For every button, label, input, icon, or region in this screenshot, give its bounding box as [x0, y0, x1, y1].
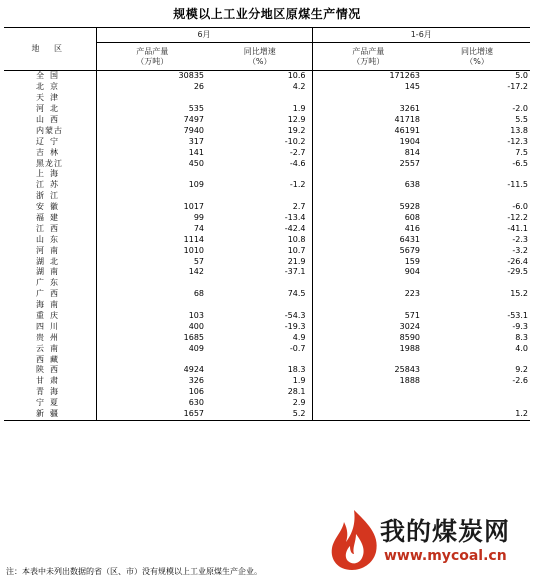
table-row	[4, 278, 530, 289]
region-cell: 山东	[36, 234, 64, 244]
cumulative-output-cell: 1888	[312, 376, 424, 387]
table-body	[4, 71, 530, 421]
region-cell: 上海	[36, 169, 64, 179]
month-output-cell: 1685	[96, 332, 208, 343]
region-cell: 湖北	[36, 256, 64, 266]
month-growth-cell: 18.3	[287, 365, 306, 375]
cumulative-growth-cell	[424, 278, 530, 289]
region-cell: 山西	[36, 115, 64, 124]
cumulative-output-cell: 571	[312, 311, 424, 322]
cumulative-output-cell: 25843	[312, 365, 424, 376]
table-row	[4, 169, 530, 180]
month-growth-cell: -54.3	[284, 311, 306, 321]
month-growth-cell: 2.7	[292, 202, 306, 212]
month-output-cell: 99	[96, 213, 208, 224]
month-growth-cell	[208, 354, 312, 365]
table-row	[4, 321, 530, 332]
table-row	[4, 234, 530, 245]
month-growth-cell	[208, 191, 312, 202]
cumulative-output-cell	[312, 409, 424, 420]
month-output-cell	[96, 354, 208, 365]
cumulative-growth-cell: -12.2	[507, 213, 529, 223]
month-output-cell	[96, 93, 208, 104]
watermark-text: 我的煤炭网	[380, 517, 511, 546]
cumulative-growth-cell: 13.8	[510, 125, 529, 135]
cumulative-output-cell: 904	[312, 267, 424, 278]
month-growth-cell: 1.9	[292, 104, 306, 114]
month-header: 6月	[96, 28, 312, 43]
table-row	[4, 213, 530, 224]
table-row	[4, 158, 530, 169]
cumulative-growth-cell: -29.5	[507, 267, 529, 277]
output-unit: （万吨）	[352, 56, 385, 66]
table-row	[4, 332, 530, 343]
month-output-cell: 535	[96, 104, 208, 115]
month-growth-cell: 10.8	[287, 234, 306, 244]
table-row	[4, 289, 530, 300]
cumulative-output-cell: 223	[312, 289, 424, 300]
cumulative-output-cell: 46191	[312, 125, 424, 136]
cumulative-growth-cell	[424, 398, 530, 409]
cumulative-growth-cell: -53.1	[507, 311, 529, 321]
cumulative-output-cell: 159	[312, 256, 424, 267]
month-output-cell: 1114	[96, 234, 208, 245]
cumulative-header: 1-6月	[312, 28, 530, 43]
month-output-cell: 630	[96, 398, 208, 409]
cumulative-growth-header	[424, 43, 530, 71]
watermark-logo	[326, 508, 532, 572]
watermark-url: www.mycoal.cn	[384, 548, 507, 564]
cumulative-output-cell: 171263	[312, 71, 424, 82]
cumulative-output-cell: 638	[312, 180, 424, 191]
region-cell: 安徽	[36, 202, 64, 212]
region-cell: 海南	[36, 300, 64, 310]
output-label: 产品产量	[352, 46, 385, 56]
cumulative-output-cell	[312, 387, 424, 398]
cumulative-output-cell	[312, 93, 424, 104]
cumulative-growth-cell: -6.5	[512, 158, 529, 168]
table-row	[4, 147, 530, 158]
cumulative-output-cell: 814	[312, 147, 424, 158]
cumulative-output-cell	[312, 398, 424, 409]
cumulative-growth-cell: -6.0	[512, 202, 529, 212]
table-row	[4, 365, 530, 376]
month-growth-cell: -0.7	[289, 343, 306, 353]
output-label: 产品产量	[136, 46, 169, 56]
month-output-cell	[96, 300, 208, 311]
cumulative-output-cell	[312, 278, 424, 289]
cumulative-output-cell	[312, 191, 424, 202]
month-output-cell: 1017	[96, 202, 208, 213]
region-cell: 黑龙江	[36, 158, 63, 168]
region-cell: 湖南	[36, 267, 64, 277]
table-row	[4, 104, 530, 115]
table-row	[4, 343, 530, 354]
cumulative-growth-cell: 5.5	[515, 115, 529, 124]
cumulative-output-cell	[312, 169, 424, 180]
region-cell: 四川	[36, 321, 64, 331]
region-cell: 新疆	[36, 409, 64, 419]
region-cell: 天津	[36, 93, 64, 103]
region-cell: 重庆	[36, 311, 64, 321]
region-cell: 青海	[36, 387, 64, 397]
growth-unit: （%）	[465, 56, 489, 66]
table-row	[4, 376, 530, 387]
month-growth-cell: 4.9	[292, 332, 306, 342]
cumulative-output-cell: 608	[312, 213, 424, 224]
cumulative-growth-cell: -41.1	[507, 223, 529, 233]
month-output-cell	[96, 191, 208, 202]
cumulative-output-header	[312, 43, 424, 71]
month-output-cell: 1657	[96, 409, 208, 420]
region-cell: 江苏	[36, 180, 64, 190]
table-row	[4, 256, 530, 267]
month-output-cell: 326	[96, 376, 208, 387]
month-output-cell: 409	[96, 343, 208, 354]
month-growth-cell: 2.9	[292, 398, 306, 408]
month-growth-cell: 12.9	[287, 115, 306, 124]
month-output-cell: 109	[96, 180, 208, 191]
table-row	[4, 300, 530, 311]
region-cell: 宁夏	[36, 398, 64, 408]
cumulative-growth-cell	[424, 300, 530, 311]
table-row	[4, 191, 530, 202]
region-cell: 江西	[36, 223, 64, 233]
cumulative-growth-cell: -2.0	[512, 104, 529, 114]
cumulative-output-cell: 5679	[312, 245, 424, 256]
table-row	[4, 267, 530, 278]
table-row	[4, 71, 530, 82]
table-row	[4, 409, 530, 420]
month-growth-cell	[208, 278, 312, 289]
region-cell: 吉林	[36, 147, 64, 157]
table-row	[4, 387, 530, 398]
growth-label: 同比增速	[461, 46, 493, 56]
month-growth-cell: -19.3	[284, 321, 306, 331]
month-output-cell: 317	[96, 136, 208, 147]
cumulative-output-cell: 145	[312, 82, 424, 93]
cumulative-output-cell: 41718	[312, 115, 424, 126]
region-cell: 广西	[36, 289, 64, 299]
cumulative-output-cell: 1988	[312, 343, 424, 354]
month-growth-cell: -13.4	[284, 213, 306, 223]
cumulative-output-cell: 416	[312, 223, 424, 234]
month-growth-cell	[208, 169, 312, 180]
month-output-cell: 4924	[96, 365, 208, 376]
region-header: 地 区	[4, 28, 96, 71]
cumulative-output-cell	[312, 300, 424, 311]
month-growth-cell: 5.2	[292, 409, 306, 419]
table-row	[4, 311, 530, 322]
table-row	[4, 180, 530, 191]
growth-label: 同比增速	[243, 46, 276, 56]
table-row	[4, 136, 530, 147]
month-growth-cell: 1.9	[292, 376, 306, 386]
cumulative-growth-cell: -11.5	[507, 180, 529, 190]
month-output-cell: 57	[96, 256, 208, 267]
region-cell: 西藏	[36, 354, 64, 364]
region-cell: 贵州	[36, 332, 64, 342]
month-output-cell: 142	[96, 267, 208, 278]
region-cell: 陕西	[36, 365, 64, 375]
cumulative-growth-cell: -2.3	[512, 234, 529, 244]
month-growth-cell: 10.7	[287, 245, 306, 255]
coal-production-table	[4, 27, 530, 421]
cumulative-growth-cell: -9.3	[512, 321, 529, 331]
month-output-cell: 74	[96, 223, 208, 234]
cumulative-growth-cell: 8.3	[515, 332, 529, 342]
region-cell: 北京	[36, 82, 64, 92]
region-cell: 浙江	[36, 191, 64, 201]
table-title: 规模以上工业分地区原煤生产情况	[173, 7, 361, 21]
month-growth-cell	[208, 93, 312, 104]
month-output-header	[96, 43, 208, 71]
month-output-cell: 450	[96, 158, 208, 169]
month-growth-cell: 4.2	[292, 82, 306, 92]
cumulative-growth-cell: -3.2	[512, 245, 529, 255]
month-growth-cell: 19.2	[287, 125, 306, 135]
region-cell: 辽宁	[36, 136, 64, 146]
month-output-cell: 1010	[96, 245, 208, 256]
cumulative-growth-cell: 15.2	[510, 289, 529, 299]
cumulative-growth-cell: -17.2	[507, 82, 529, 92]
region-cell: 内蒙古	[36, 125, 63, 135]
month-growth-cell: -2.7	[289, 147, 306, 157]
cumulative-growth-cell: -26.4	[507, 256, 529, 266]
month-growth-cell: -4.6	[289, 158, 306, 168]
cumulative-output-cell: 8590	[312, 332, 424, 343]
cumulative-output-cell: 3261	[312, 104, 424, 115]
cumulative-output-cell: 6431	[312, 234, 424, 245]
cumulative-growth-cell: 1.2	[515, 409, 529, 419]
cumulative-growth-cell: 5.0	[515, 71, 529, 81]
region-cell: 河北	[36, 104, 64, 114]
region-cell: 云南	[36, 343, 64, 353]
cumulative-growth-cell	[424, 169, 530, 180]
month-output-cell: 141	[96, 147, 208, 158]
cumulative-growth-cell	[424, 191, 530, 202]
region-cell: 福建	[36, 213, 64, 223]
cumulative-growth-cell: 7.5	[515, 147, 529, 157]
cumulative-output-cell: 1904	[312, 136, 424, 147]
month-output-cell: 7940	[96, 125, 208, 136]
table-row	[4, 223, 530, 234]
month-output-cell: 400	[96, 321, 208, 332]
table-row	[4, 398, 530, 409]
month-growth-cell: 21.9	[287, 256, 306, 266]
cumulative-growth-cell	[424, 93, 530, 104]
cumulative-output-cell: 3024	[312, 321, 424, 332]
region-cell: 全国	[36, 71, 64, 81]
flame-icon	[326, 508, 384, 572]
month-growth-cell: -1.2	[289, 180, 306, 190]
month-growth-cell: -42.4	[284, 223, 306, 233]
table-row	[4, 354, 530, 365]
table-row	[4, 202, 530, 213]
cumulative-output-cell: 2557	[312, 158, 424, 169]
month-growth-header	[208, 43, 312, 71]
month-output-cell: 30835	[96, 71, 208, 82]
cumulative-output-cell: 5928	[312, 202, 424, 213]
output-unit: （万吨）	[136, 56, 169, 66]
month-output-cell: 26	[96, 82, 208, 93]
cumulative-growth-cell	[424, 354, 530, 365]
footnote: 注：本表中未列出数据的省（区、市）没有规模以上工业原煤生产企业。	[6, 567, 262, 576]
cumulative-growth-cell: 4.0	[515, 343, 529, 353]
table-row	[4, 82, 530, 93]
cumulative-growth-cell: -12.3	[507, 136, 529, 146]
month-output-cell: 106	[96, 387, 208, 398]
table-row	[4, 115, 530, 126]
month-growth-cell: 74.5	[287, 289, 306, 299]
month-growth-cell: -10.2	[284, 136, 306, 146]
cumulative-growth-cell: -2.6	[512, 376, 529, 386]
month-output-cell: 68	[96, 289, 208, 300]
table-row	[4, 245, 530, 256]
month-growth-cell	[208, 300, 312, 311]
region-cell: 河南	[36, 245, 64, 255]
month-output-cell	[96, 278, 208, 289]
month-growth-cell: -37.1	[284, 267, 306, 277]
region-cell: 广东	[36, 278, 64, 288]
month-output-cell	[96, 169, 208, 180]
month-output-cell: 7497	[96, 115, 208, 126]
growth-unit: （%）	[247, 56, 272, 66]
month-growth-cell: 28.1	[287, 387, 306, 397]
month-growth-cell: 10.6	[287, 71, 306, 81]
region-cell: 甘肃	[36, 376, 64, 386]
table-row	[4, 125, 530, 136]
table-row	[4, 93, 530, 104]
cumulative-growth-cell: 9.2	[515, 365, 529, 375]
cumulative-growth-cell	[424, 387, 530, 398]
cumulative-output-cell	[312, 354, 424, 365]
month-output-cell: 103	[96, 311, 208, 322]
